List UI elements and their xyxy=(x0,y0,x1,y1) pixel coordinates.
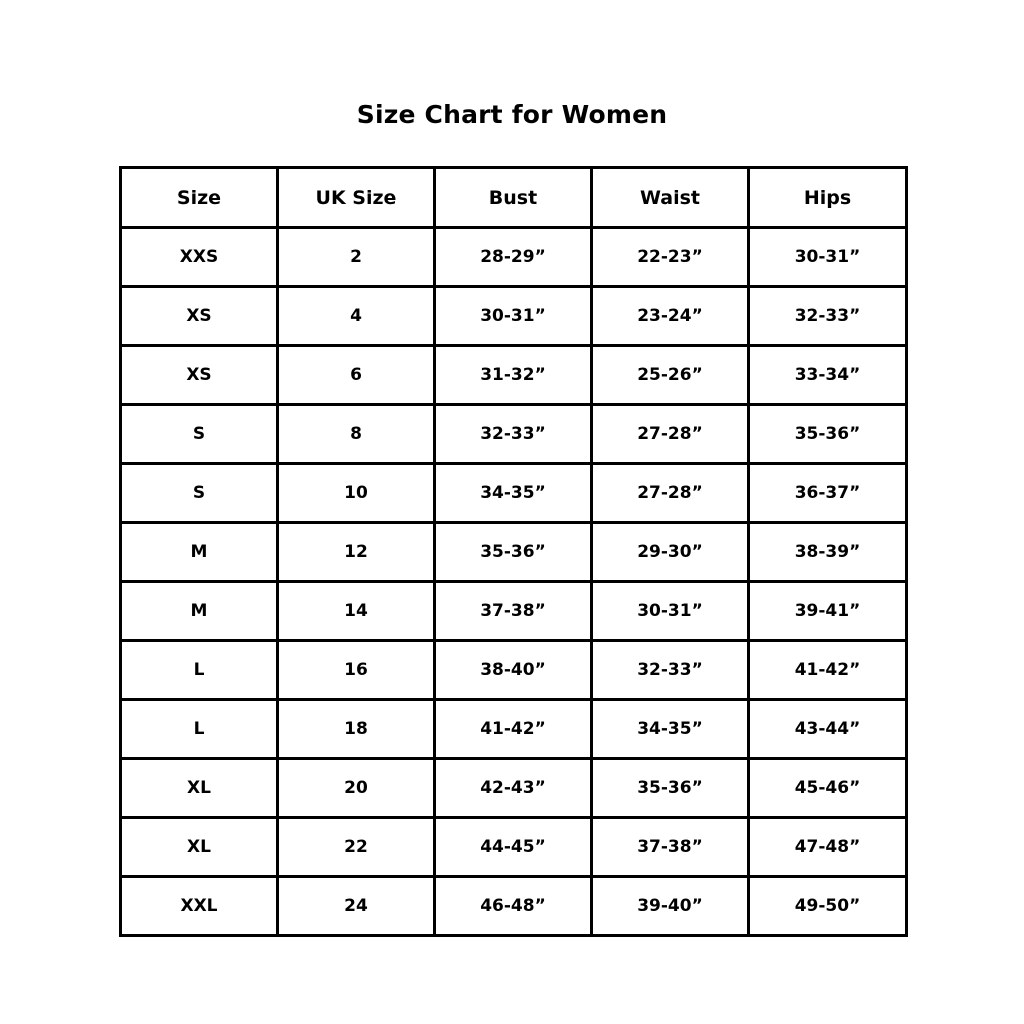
cell-uk-size: 18 xyxy=(278,700,435,759)
page-title: Size Chart for Women xyxy=(356,100,668,129)
table-row xyxy=(121,405,907,464)
cell-uk-size: 14 xyxy=(278,582,435,641)
cell-uk-size: 8 xyxy=(278,405,435,464)
cell-size: S xyxy=(121,405,278,464)
cell-hips: 49-50” xyxy=(749,877,907,936)
table-row xyxy=(121,346,907,405)
cell-bust: 34-35” xyxy=(435,464,592,523)
cell-waist: 27-28” xyxy=(592,464,749,523)
table-row xyxy=(121,464,907,523)
column-header-uk-size: UK Size xyxy=(278,168,435,228)
table-row xyxy=(121,877,907,936)
cell-waist: 25-26” xyxy=(592,346,749,405)
cell-size: M xyxy=(121,582,278,641)
cell-size: S xyxy=(121,464,278,523)
cell-size: XL xyxy=(121,759,278,818)
cell-uk-size: 16 xyxy=(278,641,435,700)
column-header-bust: Bust xyxy=(435,168,592,228)
size-chart-table-container xyxy=(119,166,905,937)
cell-size: XL xyxy=(121,818,278,877)
cell-hips: 41-42” xyxy=(749,641,907,700)
cell-waist: 27-28” xyxy=(592,405,749,464)
cell-waist: 35-36” xyxy=(592,759,749,818)
cell-hips: 47-48” xyxy=(749,818,907,877)
size-chart-table xyxy=(119,166,908,937)
table-row xyxy=(121,582,907,641)
table-body xyxy=(121,228,907,936)
cell-waist: 29-30” xyxy=(592,523,749,582)
cell-waist: 39-40” xyxy=(592,877,749,936)
cell-bust: 37-38” xyxy=(435,582,592,641)
cell-hips: 39-41” xyxy=(749,582,907,641)
cell-uk-size: 20 xyxy=(278,759,435,818)
table-row xyxy=(121,759,907,818)
cell-bust: 35-36” xyxy=(435,523,592,582)
column-header-hips: Hips xyxy=(749,168,907,228)
table-row xyxy=(121,700,907,759)
cell-bust: 28-29” xyxy=(435,228,592,287)
table-row xyxy=(121,523,907,582)
table-row xyxy=(121,641,907,700)
cell-bust: 41-42” xyxy=(435,700,592,759)
cell-size: XS xyxy=(121,346,278,405)
cell-bust: 42-43” xyxy=(435,759,592,818)
table-row xyxy=(121,818,907,877)
cell-size: L xyxy=(121,700,278,759)
cell-waist: 23-24” xyxy=(592,287,749,346)
cell-hips: 38-39” xyxy=(749,523,907,582)
cell-uk-size: 2 xyxy=(278,228,435,287)
cell-waist: 32-33” xyxy=(592,641,749,700)
cell-size: XXL xyxy=(121,877,278,936)
column-header-waist: Waist xyxy=(592,168,749,228)
cell-size: XS xyxy=(121,287,278,346)
table-row xyxy=(121,228,907,287)
cell-uk-size: 10 xyxy=(278,464,435,523)
cell-bust: 38-40” xyxy=(435,641,592,700)
cell-uk-size: 22 xyxy=(278,818,435,877)
cell-uk-size: 12 xyxy=(278,523,435,582)
cell-waist: 30-31” xyxy=(592,582,749,641)
cell-waist: 22-23” xyxy=(592,228,749,287)
cell-hips: 43-44” xyxy=(749,700,907,759)
cell-waist: 37-38” xyxy=(592,818,749,877)
cell-hips: 32-33” xyxy=(749,287,907,346)
cell-bust: 31-32” xyxy=(435,346,592,405)
cell-hips: 36-37” xyxy=(749,464,907,523)
cell-hips: 30-31” xyxy=(749,228,907,287)
column-header-size: Size xyxy=(121,168,278,228)
cell-hips: 35-36” xyxy=(749,405,907,464)
cell-size: XXS xyxy=(121,228,278,287)
cell-bust: 32-33” xyxy=(435,405,592,464)
table-row xyxy=(121,287,907,346)
cell-hips: 45-46” xyxy=(749,759,907,818)
cell-size: L xyxy=(121,641,278,700)
cell-bust: 46-48” xyxy=(435,877,592,936)
cell-bust: 30-31” xyxy=(435,287,592,346)
cell-bust: 44-45” xyxy=(435,818,592,877)
cell-uk-size: 6 xyxy=(278,346,435,405)
table-header-row xyxy=(121,168,907,228)
cell-uk-size: 24 xyxy=(278,877,435,936)
cell-waist: 34-35” xyxy=(592,700,749,759)
cell-size: M xyxy=(121,523,278,582)
cell-hips: 33-34” xyxy=(749,346,907,405)
cell-uk-size: 4 xyxy=(278,287,435,346)
